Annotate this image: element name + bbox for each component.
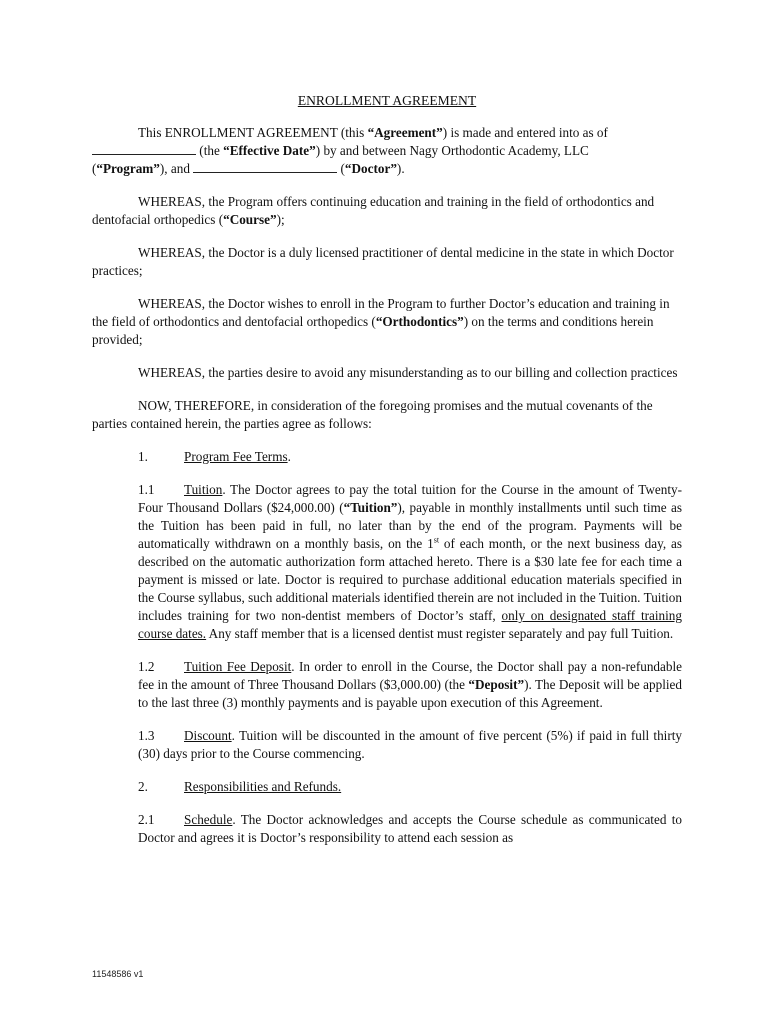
whereas-paragraph-2: WHEREAS, the Doctor is a duly licensed practitioner of dental medicine in the state in which Doctor practices;: [92, 245, 674, 278]
therefore-paragraph: NOW, THEREFORE, in consideration of the foregoing promises and the mutual covenants of the parties contained herein, the parties agree as follows:: [92, 398, 653, 431]
doctor-name-blank: [193, 161, 337, 173]
section-number: 1.1: [138, 482, 155, 497]
section-2-heading: [92, 778, 682, 796]
agreement-term: “Agreement”: [367, 125, 443, 140]
staff-training-note: only on designated staff training course dates.: [138, 608, 682, 641]
section-title: Tuition Fee Deposit: [184, 659, 292, 674]
section-number: 1.2: [138, 659, 155, 674]
document-id-footer: 11548586 v1: [92, 969, 144, 979]
deposit-term: “Deposit”: [468, 677, 525, 692]
effective-date-term: “Effective Date”: [223, 143, 316, 158]
whereas-paragraph-3: WHEREAS, the Doctor wishes to enroll in the Program to further Doctor’s education and training in the field of orthodontics and dentofacial orthopedics (“Orthodontics”) on the terms and conditions herein provided;: [92, 296, 670, 347]
page-title: ENROLLMENT AGREEMENT: [297, 93, 477, 108]
section-title: Discount: [184, 728, 232, 743]
section-1-1-tuition: 1.1 Tuition. The Doctor agrees to pay the total tuition for the Course in the amount of Twenty-Four Thousand Dollars ($24,000.00) (“Tuition”), payable in monthly installments until such time as the Tuition has been paid in full, no later than by the end of the program. Payments will be automatically withdrawn on a monthly basis, on the 1st of each month, or the next business day, as described on the automatic authorization form attached hereto. There is a $30 late fee for each time a payment is missed or late. Doctor is required to purchase additional education materials specified in the Course syllabus, such additional materials identified therein are not included in the Tuition. Tuition includes training for two non-dentist members of Doctor’s staff, only on designated staff training course dates. Any staff member that is a licensed dentist must register separately and pay full Tuition.: [138, 481, 682, 643]
section-1-3-discount: 1.3 Discount. Tuition will be discounted in the amount of five percent (5%) if paid in full thirty (30) days prior to the Course commencing.: [138, 727, 682, 763]
intro-paragraph: This ENROLLMENT AGREEMENT (this “Agreement”) is made and entered into as of (the “Effective Date”) by and between Nagy Orthodontic Academy, LLC (“Program”), and (“Doctor”).: [92, 125, 608, 176]
section-title: Program Fee Terms: [184, 449, 288, 464]
document-body: [92, 92, 682, 862]
section-number: 2.1: [138, 812, 155, 827]
orthodontics-term: “Orthodontics”: [375, 314, 464, 329]
section-1-heading: 1. Program Fee Terms.: [92, 448, 682, 466]
section-number: 1.: [138, 449, 148, 464]
section-title: Responsibilities and Refunds.: [184, 779, 342, 794]
doctor-term: “Doctor”: [344, 161, 397, 176]
section-2-1-schedule: 2.1 Schedule. The Doctor acknowledges and accepts the Course schedule as communicated to Doctor and agrees it is Doctor’s responsibility to attend each session as: [138, 811, 682, 847]
effective-date-blank: [92, 143, 196, 155]
whereas-paragraph-4: WHEREAS, the parties desire to avoid any misunderstanding as to our billing and collection practices: [138, 365, 678, 380]
course-term: “Course”: [223, 212, 277, 227]
section-number: 1.3: [138, 728, 155, 743]
section-number: 2.: [138, 779, 148, 794]
section-title: Tuition: [184, 482, 223, 497]
section-title: Schedule: [184, 812, 233, 827]
program-term: “Program”: [96, 161, 160, 176]
whereas-paragraph-1: WHEREAS, the Program offers continuing education and training in the field of orthodontics and dentofacial orthopedics (“Course”);: [92, 194, 655, 227]
tuition-term: “Tuition”: [343, 500, 398, 515]
section-1-2-deposit: 1.2 Tuition Fee Deposit. In order to enroll in the Course, the Doctor shall pay a non-refundable fee in the amount of Three Thousand Dollars ($3,000.00) (the “Deposit”). The Deposit will be applied to the last three (3) monthly payments and is payable upon execution of this Agreement.: [138, 658, 682, 712]
